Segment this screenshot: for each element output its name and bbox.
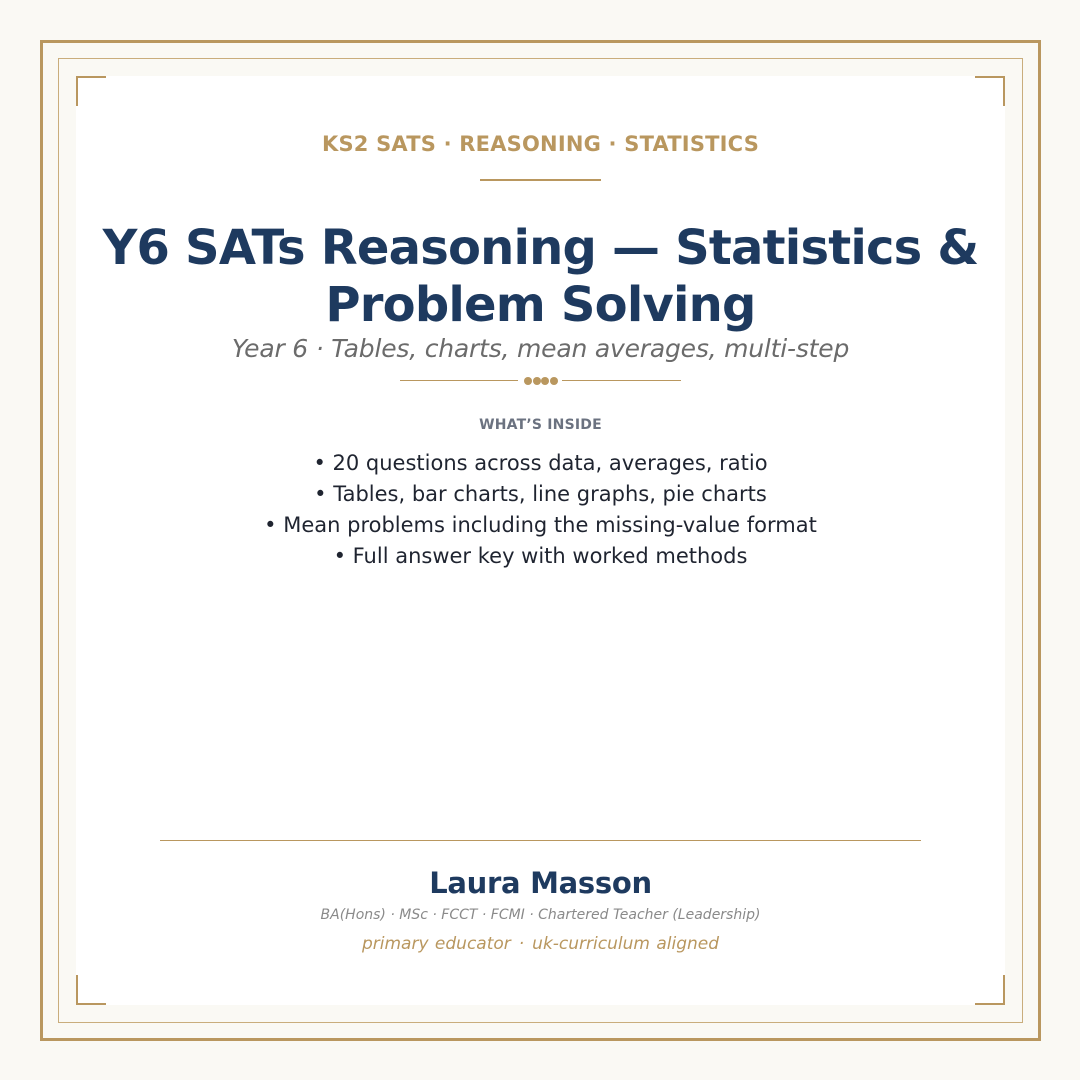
author-tagline — [76, 934, 1005, 954]
title-line-1: Y6 SATs Reasoning — Statistics & — [102, 220, 979, 276]
ornament-dot — [541, 377, 549, 385]
whats-inside-heading: WHAT’S INSIDE — [479, 417, 602, 433]
eyebrow-divider — [480, 179, 601, 181]
corner-ornament-top-right — [975, 76, 1005, 106]
corner-ornament-top-left — [76, 76, 106, 106]
footer-divider — [160, 840, 921, 841]
title-line-2: Problem Solving — [325, 277, 756, 333]
tagline-separator: · — [518, 934, 525, 954]
ornament-dot — [550, 377, 558, 385]
feature-item: • 20 questions across data, averages, ratio — [313, 451, 768, 475]
ornament-dot — [524, 377, 532, 385]
feature-list — [76, 448, 1005, 572]
page-title — [76, 220, 1005, 334]
feature-item: • Mean problems including the missing-value format — [264, 513, 817, 537]
corner-ornament-bottom-left — [76, 975, 106, 1005]
feature-item: • Full answer key with worked methods — [333, 544, 748, 568]
author-name: Laura Masson — [429, 866, 652, 900]
ornament-line-left — [400, 380, 518, 381]
subtitle: Year 6 · Tables, charts, mean averages, multi-step — [231, 334, 850, 363]
ornament-dots — [524, 377, 558, 385]
corner-ornament-bottom-right — [975, 975, 1005, 1005]
ornament-line-right — [562, 380, 681, 381]
tagline-curriculum: uk-curriculum aligned — [532, 934, 720, 954]
tagline-role: primary educator — [361, 934, 511, 954]
feature-item: • Tables, bar charts, line graphs, pie charts — [314, 482, 767, 506]
eyebrow-label: KS2 SATS · REASONING · STATISTICS — [321, 132, 760, 156]
ornament-dot — [533, 377, 541, 385]
author-credentials: BA(Hons) · MSc · FCCT · FCMI · Chartered Teacher (Leadership) — [320, 907, 761, 923]
